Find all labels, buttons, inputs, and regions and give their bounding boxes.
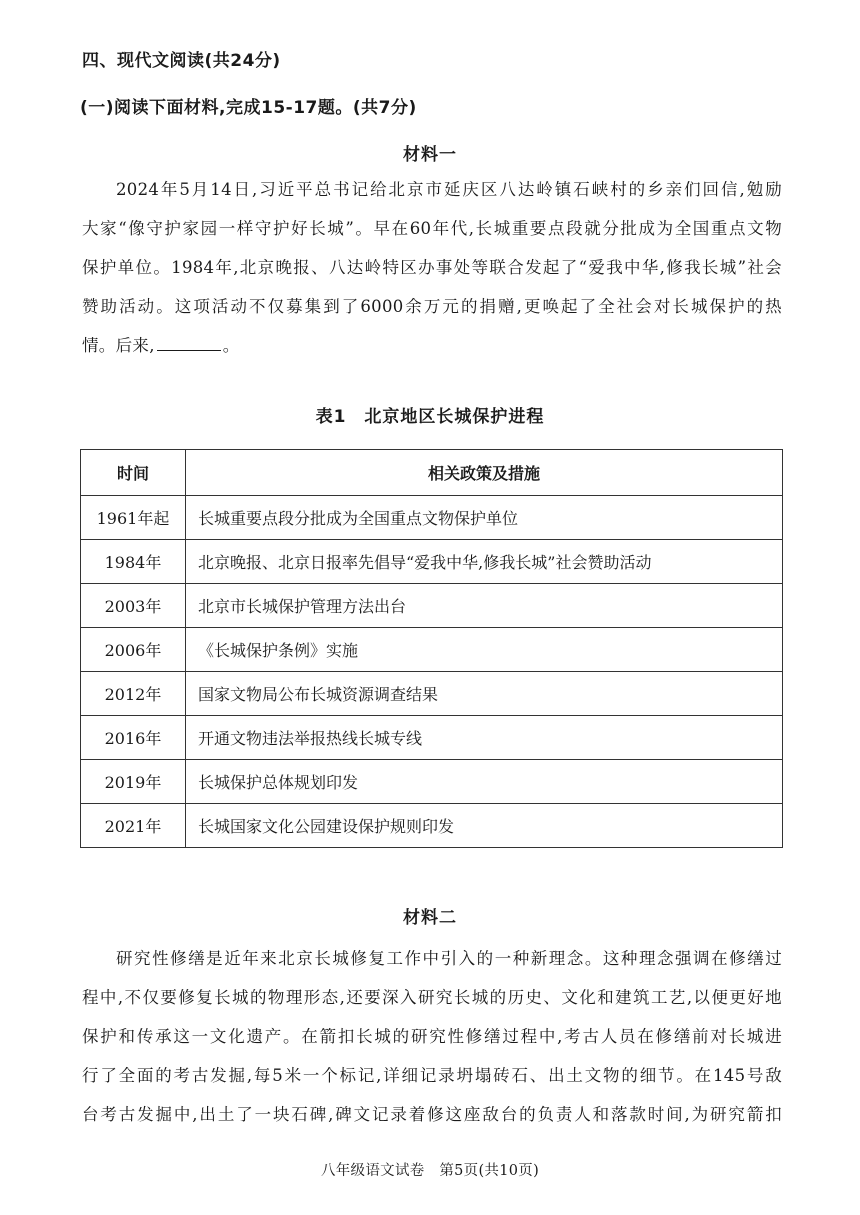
material2-line-1: 研究性修缮是近年来北京长城修复工作中引入的一种新理念。这种理念强调在修缮过 — [116, 949, 782, 968]
row-year: 2016年 — [81, 716, 186, 760]
row-year: 2006年 — [81, 628, 186, 672]
row-year: 1984年 — [81, 540, 186, 584]
row-measure: 北京晚报、北京日报率先倡导“爱我中华,修我长城”社会赞助活动 — [186, 540, 783, 584]
row-measure: 《长城保护条例》实施 — [186, 628, 783, 672]
table-header-row — [81, 450, 783, 496]
table-row — [81, 760, 783, 804]
material1-line-3: 保护单位。1984年,北京晚报、八达岭特区办事处等联合发起了“爱我中华,修我长城”社会 — [82, 258, 782, 277]
material2-heading: 材料二 — [403, 908, 457, 928]
row-measure: 国家文物局公布长城资源调查结果 — [186, 672, 783, 716]
material1-line-5-prefix: 情。后来, — [82, 336, 155, 355]
great-wall-protection-table — [80, 449, 783, 848]
row-year: 2019年 — [81, 760, 186, 804]
row-year: 2021年 — [81, 804, 186, 848]
table-header-time: 时间 — [81, 450, 186, 496]
question-instruction: (一)阅读下面材料,完成15-17题。(共7分) — [80, 98, 417, 118]
material1-line-2: 大家“像守护家园一样守护好长城”。早在60年代,长城重要点段就分批成为全国重点文物 — [82, 219, 782, 238]
material1-line-5-suffix: 。 — [222, 336, 240, 355]
table1-caption: 表1 北京地区长城保护进程 — [315, 407, 545, 427]
row-year: 2003年 — [81, 584, 186, 628]
table-row — [81, 584, 783, 628]
material2-line-3: 保护和传承这一文化遗产。在箭扣长城的研究性修缮过程中,考古人员在修缮前对长城进 — [82, 1027, 782, 1046]
table-header-measures: 相关政策及措施 — [186, 450, 783, 496]
material1-line-1: 2024年5月14日,习近平总书记给北京市延庆区八达岭镇石峡村的乡亲们回信,勉励 — [116, 180, 782, 199]
material1-line-4: 赞助活动。这项活动不仅募集到了6000余万元的捐赠,更唤起了全社会对长城保护的热 — [82, 297, 782, 316]
material1-line-5 — [82, 326, 782, 365]
table-row — [81, 672, 783, 716]
row-measure: 长城国家文化公园建设保护规则印发 — [186, 804, 783, 848]
row-year: 2012年 — [81, 672, 186, 716]
row-year: 1961年起 — [81, 496, 186, 540]
table-row — [81, 628, 783, 672]
table-row — [81, 716, 783, 760]
table-row — [81, 804, 783, 848]
material2-line-5: 台考古发掘中,出土了一块石碑,碑文记录着修这座敌台的负责人和落款时间,为研究箭扣 — [82, 1105, 782, 1124]
table-row — [81, 496, 783, 540]
material1-paragraph — [82, 170, 782, 365]
material2-line-4: 行了全面的考古发掘,每5米一个标记,详细记录坍塌砖石、出土文物的细节。在145号敌 — [82, 1066, 782, 1085]
material2-line-2: 程中,不仅要修复长城的物理形态,还要深入研究长城的历史、文化和建筑工艺,以便更好地 — [82, 988, 782, 1007]
material1-heading: 材料一 — [403, 145, 457, 165]
fill-in-blank[interactable] — [157, 336, 221, 351]
row-measure: 北京市长城保护管理方法出台 — [186, 584, 783, 628]
page-footer: 八年级语文试卷 第5页(共10页) — [320, 1163, 540, 1179]
material2-paragraph — [82, 939, 782, 1134]
table-row — [81, 540, 783, 584]
section-title: 四、现代文阅读(共24分) — [82, 51, 281, 71]
row-measure: 开通文物违法举报热线长城专线 — [186, 716, 783, 760]
row-measure: 长城重要点段分批成为全国重点文物保护单位 — [186, 496, 783, 540]
row-measure: 长城保护总体规划印发 — [186, 760, 783, 804]
